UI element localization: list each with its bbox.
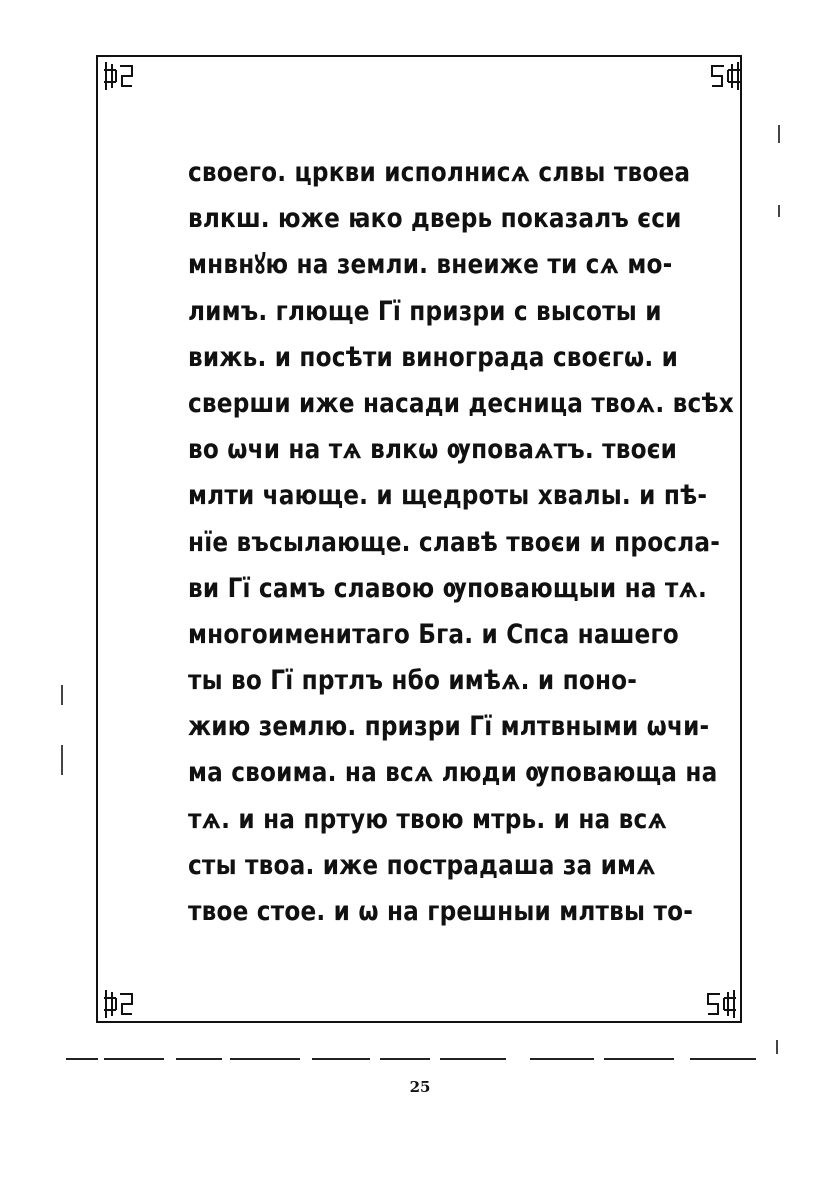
text-line: жию землю. призри Гї млтвными ѡчи- <box>188 711 710 743</box>
text-line: сты твоа. иже пострадаша за имѧ <box>188 849 656 881</box>
text-line: во ѡчи на тѧ влкѡ ѹповаѧтъ. твоєи <box>188 434 678 466</box>
text-line: млти чающе. и щедроты хвалы. и пѣ- <box>188 480 708 512</box>
corner-ornament-top-left <box>102 60 136 94</box>
text-line: ма своима. на всѧ люди ѹповающа на <box>188 757 718 789</box>
text-line: ты во Гї пртлъ нбо имѣѧ. и поно- <box>188 665 638 697</box>
text-line: своего. цркви исполнисѧ слвы твоеа <box>188 157 691 188</box>
text-line: мнвнꙋю на земли. внеиже ти сѧ мо- <box>188 249 673 281</box>
corner-ornament-top-right <box>708 60 742 94</box>
page-number: 25 <box>409 1078 431 1096</box>
text-line: сверши иже насади десница твоѧ. всѣх <box>188 387 734 419</box>
scan-margin-mark <box>61 685 63 705</box>
footer-dashed-rule <box>0 1058 840 1060</box>
text-line: твое стое. и ѡ на грешныи млтвы то- <box>188 896 694 927</box>
corner-ornament-bottom-left <box>102 986 136 1020</box>
text-line: нїе въсылающе. славѣ твоєи и просла- <box>188 526 721 558</box>
scan-margin-mark <box>776 1040 778 1054</box>
liturgical-text-block <box>188 150 734 935</box>
corner-ornament-bottom-right <box>704 986 738 1020</box>
text-line: тѧ. и на пртую твою мтрь. и на всѧ <box>188 803 667 835</box>
scan-margin-mark <box>61 745 63 775</box>
text-line: ви Гї самъ славою ѹповающыи на тѧ. <box>188 572 708 604</box>
text-line: многоименитаго Бга. и Спса нашего <box>188 618 679 650</box>
scan-margin-mark <box>778 205 780 217</box>
text-line: лимъ. глюще Гї призри с высоты и <box>188 295 662 327</box>
scan-margin-mark <box>778 125 780 143</box>
text-line: влкш. юже ꙗко дверь показалъ єси <box>188 203 682 235</box>
text-line: вижь. и посѣти винограда своєгѡ. и <box>188 341 679 373</box>
